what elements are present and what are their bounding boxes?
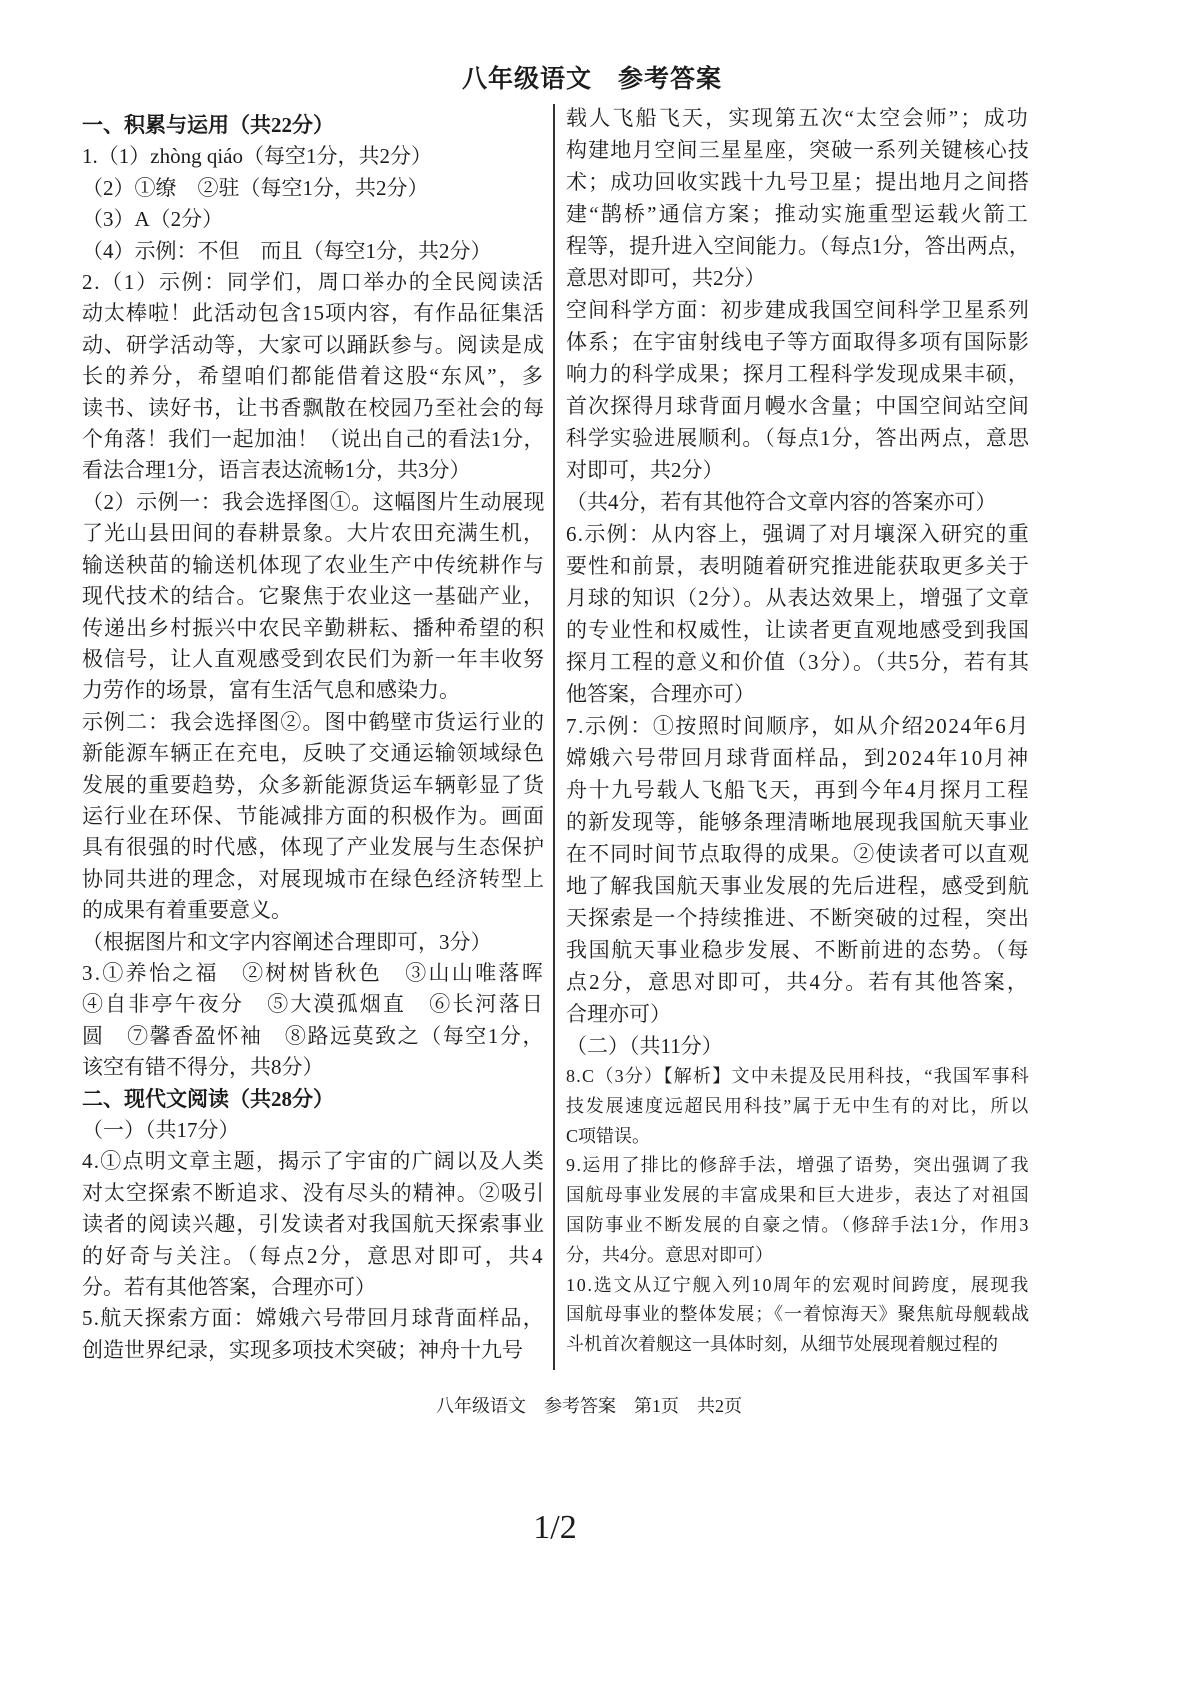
answer-block	[82, 236, 545, 267]
answer-block	[566, 1271, 1030, 1360]
answer-line: 4.①点明文章主题，揭示了宇宙的广阔以及人类	[82, 1149, 545, 1174]
answer-block	[566, 518, 1030, 710]
answer-line: （2）示例一：我会选择图①。这幅图片生动展现	[82, 489, 545, 514]
answer-line: 传递出乡村振兴中农民辛勤耕耘、播种希望的积	[82, 615, 545, 640]
answer-line: 7.示例：①按照时间顺序，如从介绍2024年6月	[566, 714, 1030, 738]
answer-line: 1.（1）zhòng qiáo（每空1分，共2分）	[82, 144, 432, 169]
page-footer: 八年级语文 参考答案 第1页 共2页	[436, 1396, 742, 1416]
answer-block	[566, 710, 1030, 1030]
answer-line: 现代技术的结合。它聚焦于农业这一基础产业，	[82, 584, 545, 609]
answer-line: 了光山县田间的春耕景象。大片农田充满生机，	[82, 521, 545, 546]
answer-line: ④自非亭午夜分 ⑤大漠孤烟直 ⑥长河落日	[82, 992, 545, 1017]
answer-line: 天探索是一个持续推进、不断突破的过程，突出	[566, 906, 1030, 930]
answer-line: 输送秧苗的输送机体现了农业生产中传统耕作与	[82, 552, 545, 577]
answer-block	[566, 486, 1030, 518]
answer-line: 地了解我国航天事业发展的先后进程，感受到航	[566, 874, 1030, 898]
answer-line: 看法合理1分，语言表达流畅1分，共3分）	[82, 458, 471, 483]
answer-line: 新能源车辆正在充电，反映了交通运输领域绿色	[82, 741, 545, 766]
answer-line: 载人飞船飞天，实现第五次“太空会师”；成功	[566, 106, 1030, 130]
answer-line: 术；成功回收实践十九号卫星；提出地月之间搭	[566, 170, 1030, 194]
answer-line: 极信号，让人直观感受到农民们为新一年丰收努	[82, 646, 545, 671]
section-heading: 一、积累与运用（共22分）	[82, 113, 334, 137]
answer-line: 国航母事业发展的丰富成果和巨大进步，表达了对祖国	[566, 1185, 1030, 1206]
answer-line: 动太棒啦！此活动包含15项内容，有作品征集活	[82, 301, 545, 326]
answer-line: 动、研学活动等，大家可以踊跃参与。阅读是成	[82, 332, 545, 357]
answer-line: 嫦娥六号带回月球背面样品，到2024年10月神	[566, 746, 1030, 770]
answer-line: 圆 ⑦馨香盈怀袖 ⑧路远莫致之（每空1分，	[82, 1023, 545, 1048]
answer-line: 8.C（3分）【解析】文中未提及民用科技，“我国军事科	[566, 1066, 1030, 1086]
answer-line: 意思对即可，共2分）	[566, 266, 766, 290]
answer-line: 具有很强的时代感，体现了产业发展与生态保护	[82, 835, 545, 860]
answer-line: （3）A（2分）	[82, 207, 224, 232]
answer-block	[82, 927, 545, 958]
answer-line: 5.航天探索方面：嫦娥六号带回月球背面样品，	[82, 1306, 545, 1331]
answer-line: 程等，提升进入空间能力。（每点1分，答出两点，	[566, 234, 1030, 258]
answer-line: 3.①养怡之福 ②树树皆秋色 ③山山唯落晖	[82, 960, 545, 985]
answer-line: 示例二：我会选择图②。图中鹤壁市货运行业的	[82, 709, 545, 734]
answer-block	[566, 1151, 1030, 1270]
answer-line: 运行业在环保、节能减排方面的积极作为。画面	[82, 803, 545, 828]
answer-line: （共4分，若有其他符合文章内容的答案亦可）	[566, 490, 997, 514]
answer-line: 月球的知识（2分）。从表达效果上，增强了文章	[566, 586, 1030, 610]
answer-block	[82, 173, 545, 204]
answer-line: 科学实验进展顺利。（每点1分，答出两点，意思	[566, 426, 1030, 450]
answer-block	[82, 1303, 545, 1366]
answer-line: 要性和前景，表明随着研究推进能获取更多关于	[566, 554, 1030, 578]
answer-line: 的新发现等，能够条理清晰地展现我国航天事业	[566, 810, 1030, 834]
answer-line: 协同共进的理念，对展现城市在绿色经济转型上	[82, 866, 545, 891]
answer-line: 对即可，共2分）	[566, 458, 724, 482]
answer-line: 响力的科学成果；探月工程科学发现成果丰硕，	[566, 362, 1030, 386]
section-heading-block	[82, 110, 545, 141]
answer-block	[82, 204, 545, 235]
answer-line: 分。若有其他答案，合理亦可）	[82, 1275, 376, 1300]
answer-line: 点2分，意思对即可，共4分。若有其他答案，	[566, 970, 1030, 994]
answer-line: 对太空探索不断追求、没有尽头的精神。②吸引	[82, 1180, 545, 1205]
answer-line: 创造世界纪录，实现多项技术突破；神舟十九号	[82, 1337, 523, 1362]
answer-line: 读书、读好书，让书香飘散在校园乃至社会的每	[82, 395, 545, 420]
answer-line: 我国航天事业稳步发展、不断前进的态势。（每	[566, 938, 1030, 962]
answer-line: 体系；在宇宙射线电子等方面取得多项有国际影	[566, 330, 1030, 354]
answer-line: 长的养分，希望咱们都能借着这股“东风”，多	[82, 364, 545, 389]
answer-line: 探月工程的意义和价值（3分）。（共5分，若有其	[566, 650, 1030, 674]
answer-line: 技发展速度远超民用科技”属于无中生有的对比，所以	[566, 1095, 1030, 1116]
answer-block	[82, 141, 545, 172]
answer-line: 国航母事业的整体发展；《一着惊海天》聚焦航母舰载战	[566, 1304, 1030, 1325]
answer-line: （根据图片和文字内容阐述合理即可，3分）	[82, 929, 492, 954]
answer-block	[82, 267, 545, 487]
answer-block	[82, 1146, 545, 1303]
left-column	[82, 110, 545, 1366]
answer-line: 该空有错不得分，共8分）	[82, 1055, 324, 1080]
answer-block	[82, 707, 545, 927]
section-heading-block	[82, 1084, 545, 1115]
answer-block	[82, 1115, 545, 1146]
answer-line: 国防事业不断发展的自豪之情。（修辞手法1分，作用3	[566, 1214, 1030, 1235]
answer-line: 斗机首次着舰这一具体时刻，从细节处展现着舰过程的	[566, 1334, 998, 1355]
answer-line: 合理亦可）	[566, 1002, 671, 1026]
answer-line: 建“鹊桥”通信方案；推动实施重型运载火箭工	[566, 202, 1030, 226]
answer-line: （4）示例：不但 而且（每空1分，共2分）	[82, 238, 492, 263]
answer-line: 的成果有着重要意义。	[82, 898, 292, 923]
answer-line: 在不同时间节点取得的成果。②使读者可以直观	[566, 842, 1030, 866]
answer-line: 首次探得月球背面月幔水含量；中国空间站空间	[566, 394, 1030, 418]
answer-block	[566, 102, 1030, 294]
right-column-main	[566, 102, 1030, 1062]
answer-line: 读者的阅读兴趣，引发读者对我国航天探索事业	[82, 1212, 545, 1237]
answer-line: 6.示例：从内容上，强调了对月壤深入研究的重	[566, 522, 1030, 546]
section-heading: 二、现代文阅读（共28分）	[82, 1086, 334, 1111]
page-title: 八年级语文 参考答案	[461, 66, 722, 93]
answer-line: 舟十九号载人飞船飞天，再到今年4月探月工程	[566, 778, 1030, 802]
answer-line: 的专业性和权威性，让读者更直观地感受到我国	[566, 618, 1030, 642]
page-number: 1/2	[533, 1509, 577, 1546]
answer-line: 力劳作的场景，富有生活气息和感染力。	[82, 678, 460, 703]
answer-line: 9.运用了排比的修辞手法，增强了语势，突出强调了我	[566, 1155, 1030, 1176]
answer-line: 构建地月空间三星星座，突破一系列关键核心技	[566, 138, 1030, 162]
answer-line: 个角落！我们一起加油！（说出自己的看法1分，	[82, 427, 545, 452]
right-column	[566, 102, 1030, 1360]
answer-line: 的好奇与关注。（每点2分，意思对即可，共4	[82, 1243, 545, 1268]
answer-line: 发展的重要趋势，众多新能源货运车辆彰显了货	[82, 772, 545, 797]
answer-line: 2.（1）示例：同学们，周口举办的全民阅读活	[82, 270, 545, 295]
answer-line: 空间科学方面：初步建成我国空间科学卫星系列	[566, 298, 1030, 322]
answer-block	[566, 1062, 1030, 1151]
answer-line: 分，共4分。意思对即可）	[566, 1244, 773, 1265]
answer-block	[566, 1030, 1030, 1062]
answer-line: 10.选文从辽宁舰入列10周年的宏观时间跨度，展现我	[566, 1274, 1030, 1295]
answer-block	[82, 958, 545, 1084]
answer-line: C项错误。	[566, 1125, 651, 1146]
answer-line: 他答案，合理亦可）	[566, 682, 755, 706]
answer-line: （二）（共11分）	[566, 1034, 723, 1058]
answer-block	[82, 487, 545, 707]
right-column-small-print	[566, 1062, 1030, 1360]
answer-line: （一）（共17分）	[82, 1118, 240, 1142]
column-divider	[553, 104, 555, 1370]
answer-block	[566, 294, 1030, 486]
answer-line: （2）①缭 ②驻（每空1分，共2分）	[82, 175, 429, 200]
